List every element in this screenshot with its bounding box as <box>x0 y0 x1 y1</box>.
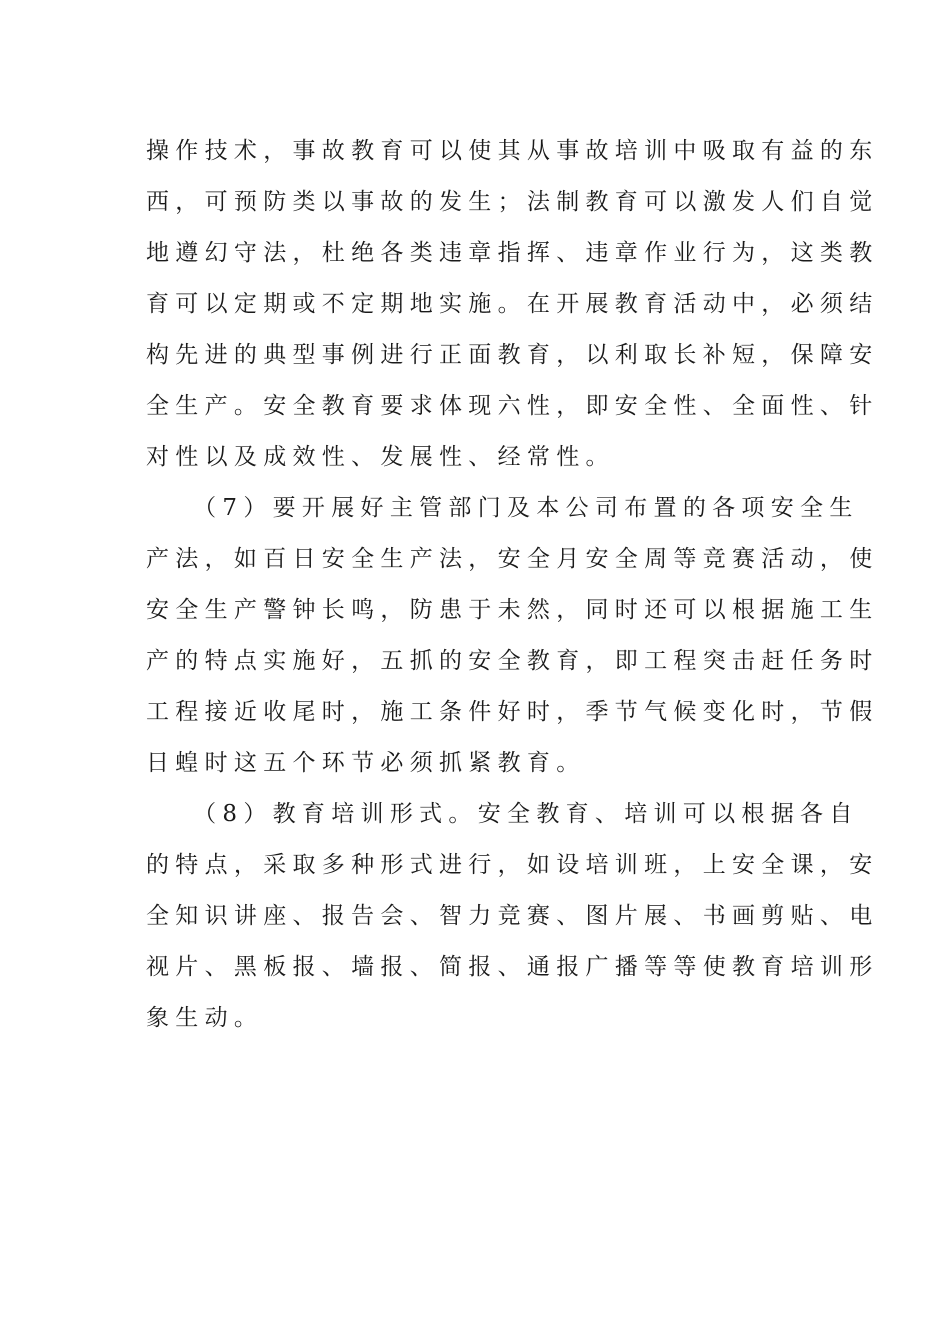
text-line: 对性以及成效性、发展性、经常性。 <box>146 444 615 470</box>
text-line: 日蝗时这五个环节必须抓紧教育。 <box>146 750 586 776</box>
text-line: 的特点，采取多种形式进行，如设培训班，上安全课，安 <box>146 852 879 878</box>
text-line: 构先进的典型事例进行正面教育，以利取长补短，保障安 <box>146 342 879 368</box>
text-line: （7）要开展好主管部门及本公司布置的各项安全生 <box>146 495 859 521</box>
text-line: 安全生产警钟长鸣，防患于未然，同时还可以根据施工生 <box>146 597 879 623</box>
text-line: 工程接近收尾时，施工条件好时，季节气候变化时，节假 <box>146 699 879 725</box>
text-line: 产法，如百日安全生产法，安全月安全周等竞赛活动，使 <box>146 546 879 572</box>
text-line: 育可以定期或不定期地实施。在开展教育活动中，必须结 <box>146 291 879 317</box>
text-line: 全知识讲座、报告会、智力竞赛、图片展、书画剪贴、电 <box>146 903 879 929</box>
text-line: 象生动。 <box>146 1005 264 1031</box>
text-line: （8）教育培训形式。安全教育、培训可以根据各自 <box>146 801 859 827</box>
text-line: 西，可预防类以事故的发生；法制教育可以激发人们自觉 <box>146 189 879 215</box>
body-text <box>146 126 879 1044</box>
text-line: 视片、黑板报、墙报、简报、通报广播等等使教育培训形 <box>146 954 879 980</box>
text-line: 全生产。安全教育要求体现六性，即安全性、全面性、针 <box>146 393 879 419</box>
text-line: 操作技术，事故教育可以使其从事故培训中吸取有益的东 <box>146 138 879 164</box>
text-line: 地遵幻守法，杜绝各类违章指挥、违章作业行为，这类教 <box>146 240 879 266</box>
text-line: 产的特点实施好，五抓的安全教育，即工程突击赶任务时 <box>146 648 879 674</box>
